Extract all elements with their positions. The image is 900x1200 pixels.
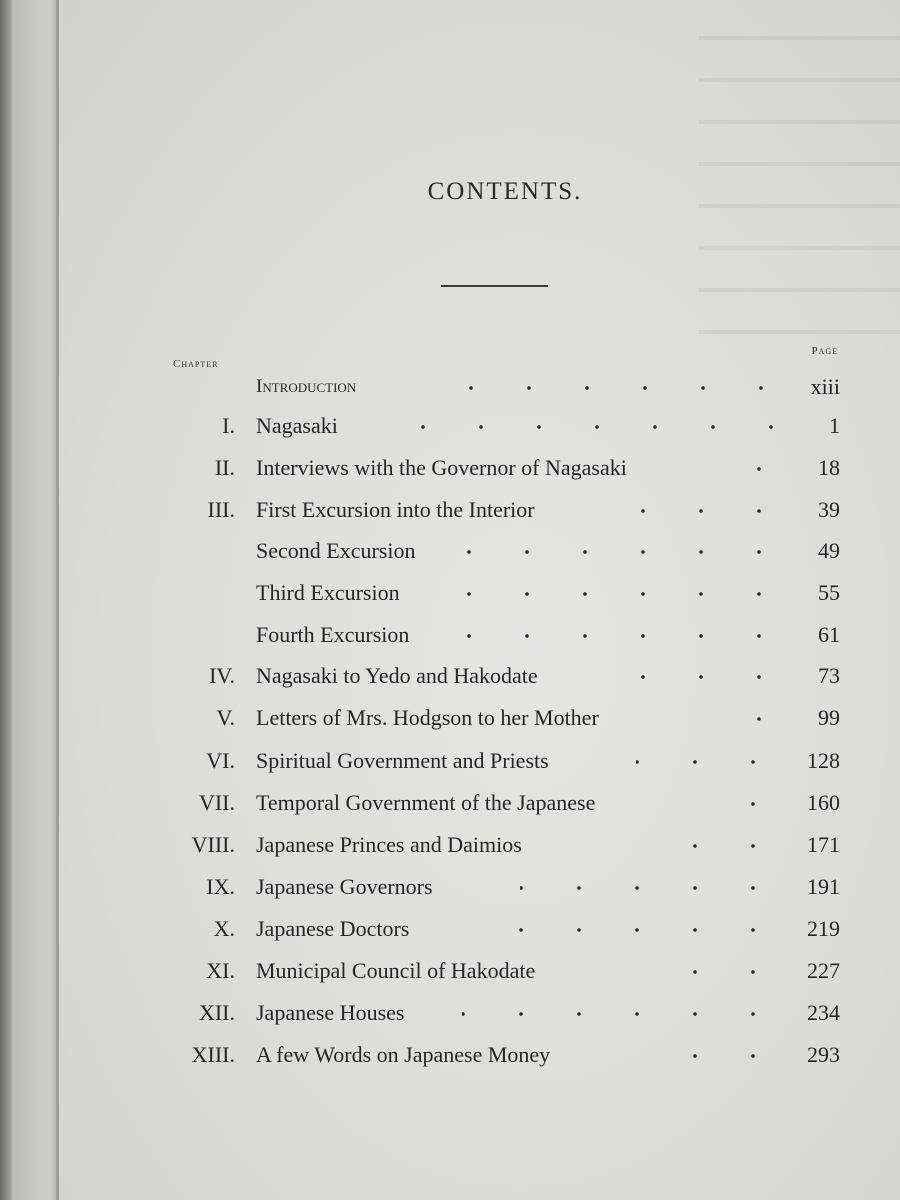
chapter-number: II. xyxy=(214,455,235,480)
entry-title: Fourth Excursion xyxy=(256,622,410,647)
chapter-number: X. xyxy=(213,916,235,941)
leader-dots xyxy=(640,667,788,687)
leader-dots xyxy=(455,584,788,604)
chapter-number: I. xyxy=(222,413,235,438)
leader-dots xyxy=(730,794,782,814)
leader-dots xyxy=(636,752,782,772)
leader-dots xyxy=(462,626,788,646)
page-number: 234 xyxy=(807,1000,840,1025)
toc-entry xyxy=(0,874,900,908)
chapter-number: V. xyxy=(216,705,235,730)
page-number: 128 xyxy=(807,748,840,773)
chapter-column-label: Chapter xyxy=(173,358,219,370)
toc-entry xyxy=(0,916,900,950)
leader-dots xyxy=(650,962,782,982)
toc-entry xyxy=(0,497,900,531)
page-number: 49 xyxy=(818,538,840,563)
page-number: 227 xyxy=(807,958,840,983)
toc-entry xyxy=(0,374,900,408)
page-column-label: Page xyxy=(811,345,838,357)
leader-dots xyxy=(370,417,800,437)
page-number: 55 xyxy=(818,580,840,605)
chapter-number: III. xyxy=(207,497,235,522)
page-number: 39 xyxy=(818,497,840,522)
leader-dots xyxy=(630,501,788,521)
toc-entry xyxy=(0,538,900,572)
page-number: 18 xyxy=(818,455,840,480)
chapter-number: VI. xyxy=(206,748,235,773)
leader-dots xyxy=(415,378,790,398)
chapter-number: XII. xyxy=(198,1000,235,1025)
page-number: 160 xyxy=(807,790,840,815)
toc-entry xyxy=(0,663,900,697)
toc-entry xyxy=(0,705,900,739)
toc-entry xyxy=(0,455,900,489)
toc-entry xyxy=(0,748,900,782)
entry-title: Nagasaki xyxy=(256,413,338,438)
entry-title: Interviews with the Governor of Nagasaki xyxy=(256,455,627,480)
toc-entry xyxy=(0,413,900,447)
leader-dots xyxy=(462,1004,782,1024)
toc-entry xyxy=(0,958,900,992)
page-number: 1 xyxy=(829,413,840,438)
entry-title: Third Excursion xyxy=(256,580,400,605)
leader-dots xyxy=(640,1046,782,1066)
entry-title: Temporal Government of the Japanese xyxy=(256,790,596,815)
contents-heading: CONTENTS. xyxy=(427,178,583,205)
page-number: 99 xyxy=(818,705,840,730)
entry-title: Nagasaki to Yedo and Hakodate xyxy=(256,663,538,688)
toc-entry xyxy=(0,1000,900,1034)
heading-rule xyxy=(441,285,548,287)
leader-dots xyxy=(640,836,782,856)
page-number: xiii xyxy=(810,374,840,399)
show-through-text xyxy=(699,10,900,340)
chapter-number: IX. xyxy=(206,874,235,899)
chapter-number: IV. xyxy=(209,663,235,688)
toc-entry xyxy=(0,832,900,866)
entry-title: Second Excursion xyxy=(256,538,416,563)
leader-dots xyxy=(750,459,788,479)
toc-entry xyxy=(0,790,900,824)
page-number: 219 xyxy=(807,916,840,941)
chapter-number: XIII. xyxy=(191,1042,235,1067)
chapter-number: VIII. xyxy=(191,832,235,857)
entry-title: Japanese Houses xyxy=(256,1000,405,1025)
leader-dots xyxy=(462,542,788,562)
page-number: 293 xyxy=(807,1042,840,1067)
page-number: 73 xyxy=(818,663,840,688)
entry-title: A few Words on Japanese Money xyxy=(256,1042,551,1067)
toc-entry xyxy=(0,1042,900,1076)
entry-title: Letters of Mrs. Hodgson to her Mother xyxy=(256,705,599,730)
leader-dots xyxy=(520,878,782,898)
toc-entry xyxy=(0,580,900,614)
entry-title: Municipal Council of Hakodate xyxy=(256,958,536,983)
entry-title: Spiritual Government and Priests xyxy=(256,748,549,773)
leader-dots xyxy=(465,920,782,940)
toc-entry xyxy=(0,622,900,656)
page-number: 61 xyxy=(818,622,840,647)
leader-dots xyxy=(735,709,788,729)
entry-title: First Excursion into the Interior xyxy=(256,497,535,522)
entry-title: Japanese Princes and Daimios xyxy=(256,832,522,857)
entry-title: Japanese Governors xyxy=(256,874,433,899)
chapter-number: VII. xyxy=(198,790,235,815)
chapter-number: XI. xyxy=(206,958,235,983)
page-number: 191 xyxy=(807,874,840,899)
page-number: 171 xyxy=(807,832,840,857)
entry-title: Introduction xyxy=(256,376,357,397)
entry-title: Japanese Doctors xyxy=(256,916,410,941)
